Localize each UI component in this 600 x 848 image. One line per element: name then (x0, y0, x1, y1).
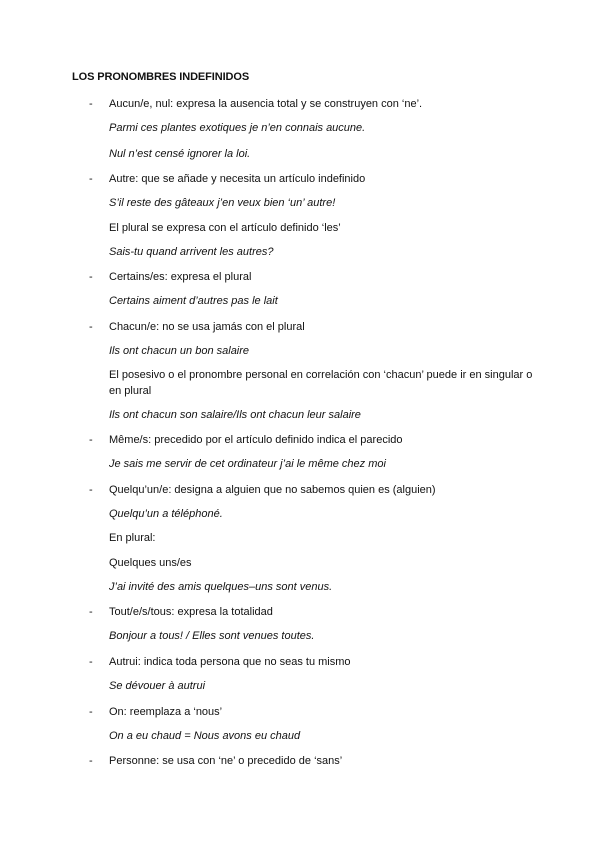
page-title: LOS PRONOMBRES INDEFINIDOS (72, 71, 250, 83)
note-text: En plural: (109, 532, 156, 544)
example-text: Parmi ces plantes exotiques je n’en connais aucune. (109, 122, 366, 134)
example-text: S’il reste des gâteaux j’en veux bien ‘un’ autre! (109, 197, 336, 209)
example-text: Certains aiment d’autres pas le lait (109, 295, 278, 307)
example-text: Ils ont chacun son salaire/Ils ont chacun leur salaire (109, 409, 361, 421)
rule-personne: Personne: se usa con ‘ne’ o precedido de ‘sans’ (109, 755, 343, 767)
example-text: Sais-tu quand arrivent les autres? (109, 246, 274, 258)
rule-quelquun: Quelqu’un/e: designa a alguien que no sabemos quien es (alguien) (109, 484, 436, 496)
rule-certains: Certains/es: expresa el plural (109, 271, 252, 283)
bullet-dash: - (89, 271, 93, 283)
note-text: El plural se expresa con el artículo definido ‘les’ (109, 222, 341, 234)
rule-autrui: Autrui: indica toda persona que no seas tu mismo (109, 656, 351, 668)
bullet-dash: - (89, 656, 93, 668)
example-text: Bonjour a tous! / Elles sont venues toutes. (109, 630, 315, 642)
rule-meme: Même/s: precedido por el artículo definido indica el parecido (109, 434, 403, 446)
example-text: On a eu chaud = Nous avons eu chaud (109, 730, 301, 742)
bullet-dash: - (89, 98, 93, 110)
example-text: Nul n’est censé ignorer la loi. (109, 148, 251, 160)
rule-aucun: Aucun/e, nul: expresa la ausencia total y se construyen con ‘ne’. (109, 98, 423, 110)
bullet-dash: - (89, 706, 93, 718)
rule-tout: Tout/e/s/tous: expresa la totalidad (109, 606, 273, 618)
rule-on: On: reemplaza a ‘nous’ (109, 706, 223, 718)
example-text: Je sais me servir de cet ordinateur j’ai le même chez moi (109, 458, 386, 470)
bullet-dash: - (89, 434, 93, 446)
example-text: J’ai invité des amis quelques–uns sont venus. (109, 581, 333, 593)
example-text: Ils ont chacun un bon salaire (109, 345, 250, 357)
example-text: Se dévouer à autrui (109, 680, 206, 692)
bullet-dash: - (89, 755, 93, 767)
rule-autre: Autre: que se añade y necesita un artículo indefinido (109, 173, 366, 185)
example-text: Quelqu’un a téléphoné. (109, 508, 223, 520)
bullet-dash: - (89, 173, 93, 185)
bullet-dash: - (89, 321, 93, 333)
bullet-dash: - (89, 606, 93, 618)
bullet-dash: - (89, 484, 93, 496)
rule-chacun: Chacun/e: no se usa jamás con el plural (109, 321, 305, 333)
note-text: El posesivo o el pronombre personal en correlación con ‘chacun’ puede ir en singular o en plural (109, 369, 533, 397)
note-text: Quelques uns/es (109, 557, 192, 569)
